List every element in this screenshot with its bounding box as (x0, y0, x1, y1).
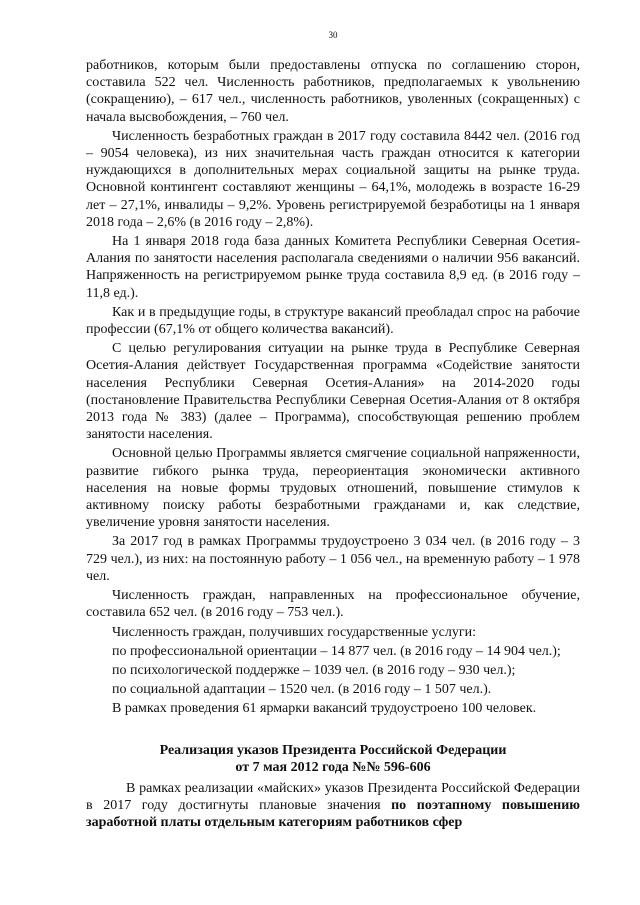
paragraph-may-decrees (86, 780, 580, 832)
paragraph-program-goal: Основной целью Программы является смягчение социальной напряженности, развитие гибкого рынка труда, переориентация экономически активного населения на новые формы трудовых отношений, повышение стимулов к активному поиску работы безработными гражданами и, как следствие, увеличение уровня занятости населения. (86, 446, 580, 531)
paragraph-job-fairs: В рамках проведения 61 ярмарки вакансий трудоустроено 100 человек. (112, 701, 537, 717)
paragraph-services: Численность граждан, получивших государственные услуги: (112, 624, 476, 640)
section-heading (86, 742, 580, 776)
may-decrees-text: В рамках реализации «майских» указов Президента Российской Федерации в 2017 году достигнуты плановые значения (86, 780, 580, 813)
may-decrees-bold-text: по поэтапному повышению заработной платы отдельным категориям работников сфер (86, 797, 580, 830)
paragraph-state-program: С целью регулирования ситуации на рынке труда в Республике Северная Осетия-Алания действует Государственная программа «Содействие занятости населения Республики Северная Осетия-Алания» на 2014-2020 годы (постановление Правительства Республики Северная Осетия-Алания от 8 октября 2013 года № 383) (далее – Программа), способствующая решению проблем занятости населения. (86, 341, 580, 443)
paragraph-employed: За 2017 год в рамках Программы трудоустроено 3 034 чел. (в 2016 году – 3 729 чел.), из них: на постоянную работу – 1 056 чел., на временную работу – 1 978 чел. (86, 534, 580, 584)
paragraph-training: Численность граждан, направленных на профессиональное обучение, составила 652 чел. (в 2016 году – 753 чел.). (86, 588, 580, 621)
paragraph-psychological: по психологической поддержке – 1039 чел. (в 2016 году – 930 чел.); (112, 662, 516, 678)
paragraph-vacancies: На 1 января 2018 года база данных Комитета Республики Северная Осетия-Алания по занятости населения располагала сведениями о наличии 956 вакансий. Напряженность на регистрируемом рынке труда составила 8,9 ед. (в 2016 году – 11,8 ед.). (86, 234, 580, 301)
paragraph-dismissals: работников, которым были предоставлены отпуска по соглашению сторон, составила 522 чел. Численность работников, предполагаемых к увольнению (сокращению), – 617 чел., численность работников, уволенных (сокращенных) с начала высвобождения, – 760 чел. (86, 58, 580, 125)
paragraph-adaptation: по социальной адаптации – 1520 чел. (в 2016 году – 1 507 чел.). (112, 682, 492, 698)
section-heading-line-1: Реализация указов Президента Российской Федерации (159, 742, 507, 758)
paragraph-orientation: по профессиональной ориентации – 14 877 чел. (в 2016 году – 14 904 чел.); (112, 643, 561, 659)
paragraph-unemployed: Численность безработных граждан в 2017 году составила 8442 чел. (2016 год – 9054 человека), из них значительная часть граждан относится к категории нуждающихся в дополнительных мерах социальной защиты на рынке труда. Основной контингент составляют женщины – 64,1%, молодежь в возрасте 16-29 лет – 27,1%, инвалиды – 9,2%. Уровень регистрируемой безработицы на 1 января 2018 года – 2,6% (в 2016 году – 2,8%). (86, 128, 580, 230)
paragraph-worker-demand: Как и в предыдущие годы, в структуре вакансий преобладал спрос на рабочие профессии (67,1% от общего количества вакансий). (86, 304, 580, 338)
section-heading-line-2: от 7 мая 2012 года №№ 596-606 (235, 759, 431, 775)
page-number: 30 (328, 30, 338, 40)
